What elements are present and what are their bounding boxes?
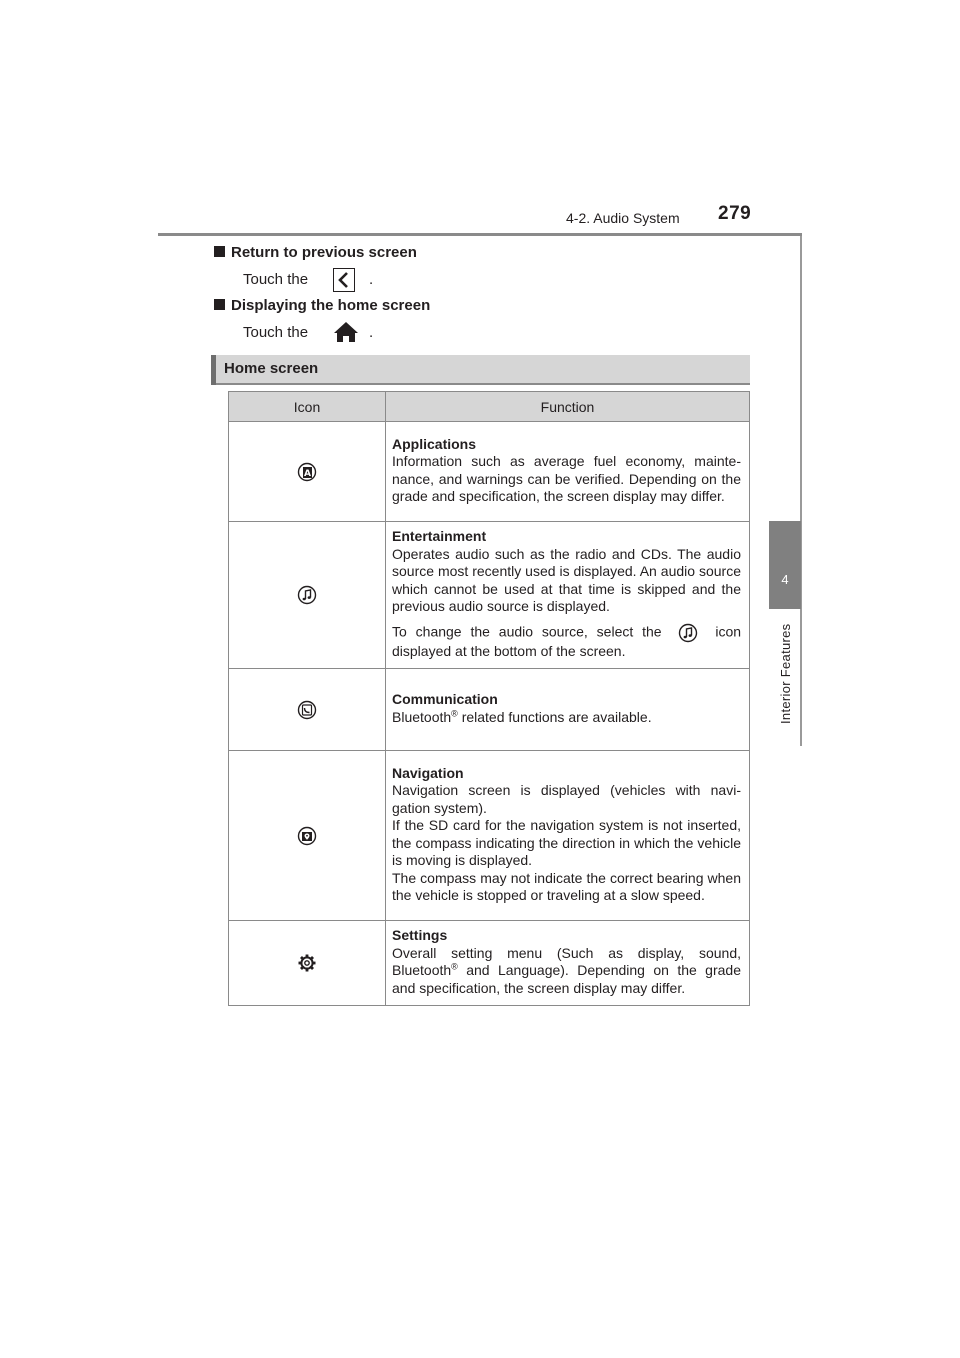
chapter-tab — [769, 521, 801, 609]
function-name: Communication — [392, 691, 498, 707]
table-row — [229, 422, 750, 522]
home-icon — [333, 320, 359, 349]
section-title: 4-2. Audio System — [566, 210, 680, 226]
table-row — [229, 751, 750, 921]
navigation-icon — [297, 826, 317, 846]
subsection-heading-return: Return to previous screen — [214, 244, 417, 261]
function-name: Applications — [392, 435, 477, 452]
instruction-home: Touch the — [243, 324, 309, 341]
function-name: Settings — [392, 927, 448, 943]
instruction-return: Touch the — [243, 271, 309, 288]
applications-icon — [297, 462, 317, 482]
home-screen-table — [228, 391, 750, 1006]
table-row — [229, 522, 750, 669]
column-header-function: Function — [386, 392, 750, 422]
chapter-number: 4 — [781, 572, 789, 587]
instruction-return-end: . — [369, 271, 374, 288]
chapter-label: Interior Features — [778, 623, 793, 724]
music-note-icon — [297, 585, 317, 605]
function-description: If the SD card for the navigation system is not inserted, the compass indicating the direction in which the vehicle is moving is displayed. — [392, 817, 741, 868]
square-bullet-icon — [214, 299, 225, 310]
page-number: 279 — [718, 203, 752, 224]
function-description: Bluetooth® related functions are available. — [392, 707, 652, 725]
function-name: Navigation — [392, 764, 464, 781]
function-description: The compass may not indicate the correct bearing when the vehicle is stopped or traveling at a slow speed. — [392, 869, 741, 903]
header-rule — [158, 233, 802, 236]
svg-text:A: A — [304, 468, 311, 479]
function-description: Operates audio such as the radio and CDs. The audio source most recently used is displayed. An audio source which cannot be used at that time is skipped and the previous audio source is displayed. — [392, 545, 741, 614]
square-bullet-icon — [214, 246, 225, 257]
gear-icon — [297, 953, 317, 973]
function-note: To change the audio source, select the icon displayed at the bottom of the screen. — [392, 623, 742, 659]
function-description: Overall setting menu (Such as display, sound, Bluetooth® and Language). Depending on the grade and specification, the screen display may differ. — [392, 944, 741, 996]
table-row — [229, 921, 750, 1006]
instruction-home-end: . — [369, 324, 374, 341]
table-row — [229, 669, 750, 751]
function-description: Information such as average fuel economy, mainte-nance, and warnings can be verified. Depending on the grade and specification, the screen display may differ. — [392, 453, 741, 504]
home-screen-banner — [211, 355, 750, 385]
function-name: Entertainment — [392, 528, 487, 544]
subsection-heading-home: Displaying the home screen — [214, 297, 430, 314]
phone-icon — [297, 700, 317, 720]
function-description: Navigation screen is displayed (vehicles with navi-gation system). — [392, 782, 741, 816]
banner-accent — [211, 355, 216, 385]
column-header-icon: Icon — [229, 392, 386, 422]
table-header-row — [229, 392, 750, 422]
music-note-icon — [678, 623, 698, 643]
back-chevron-icon — [333, 268, 355, 297]
banner-title: Home screen — [224, 360, 319, 377]
